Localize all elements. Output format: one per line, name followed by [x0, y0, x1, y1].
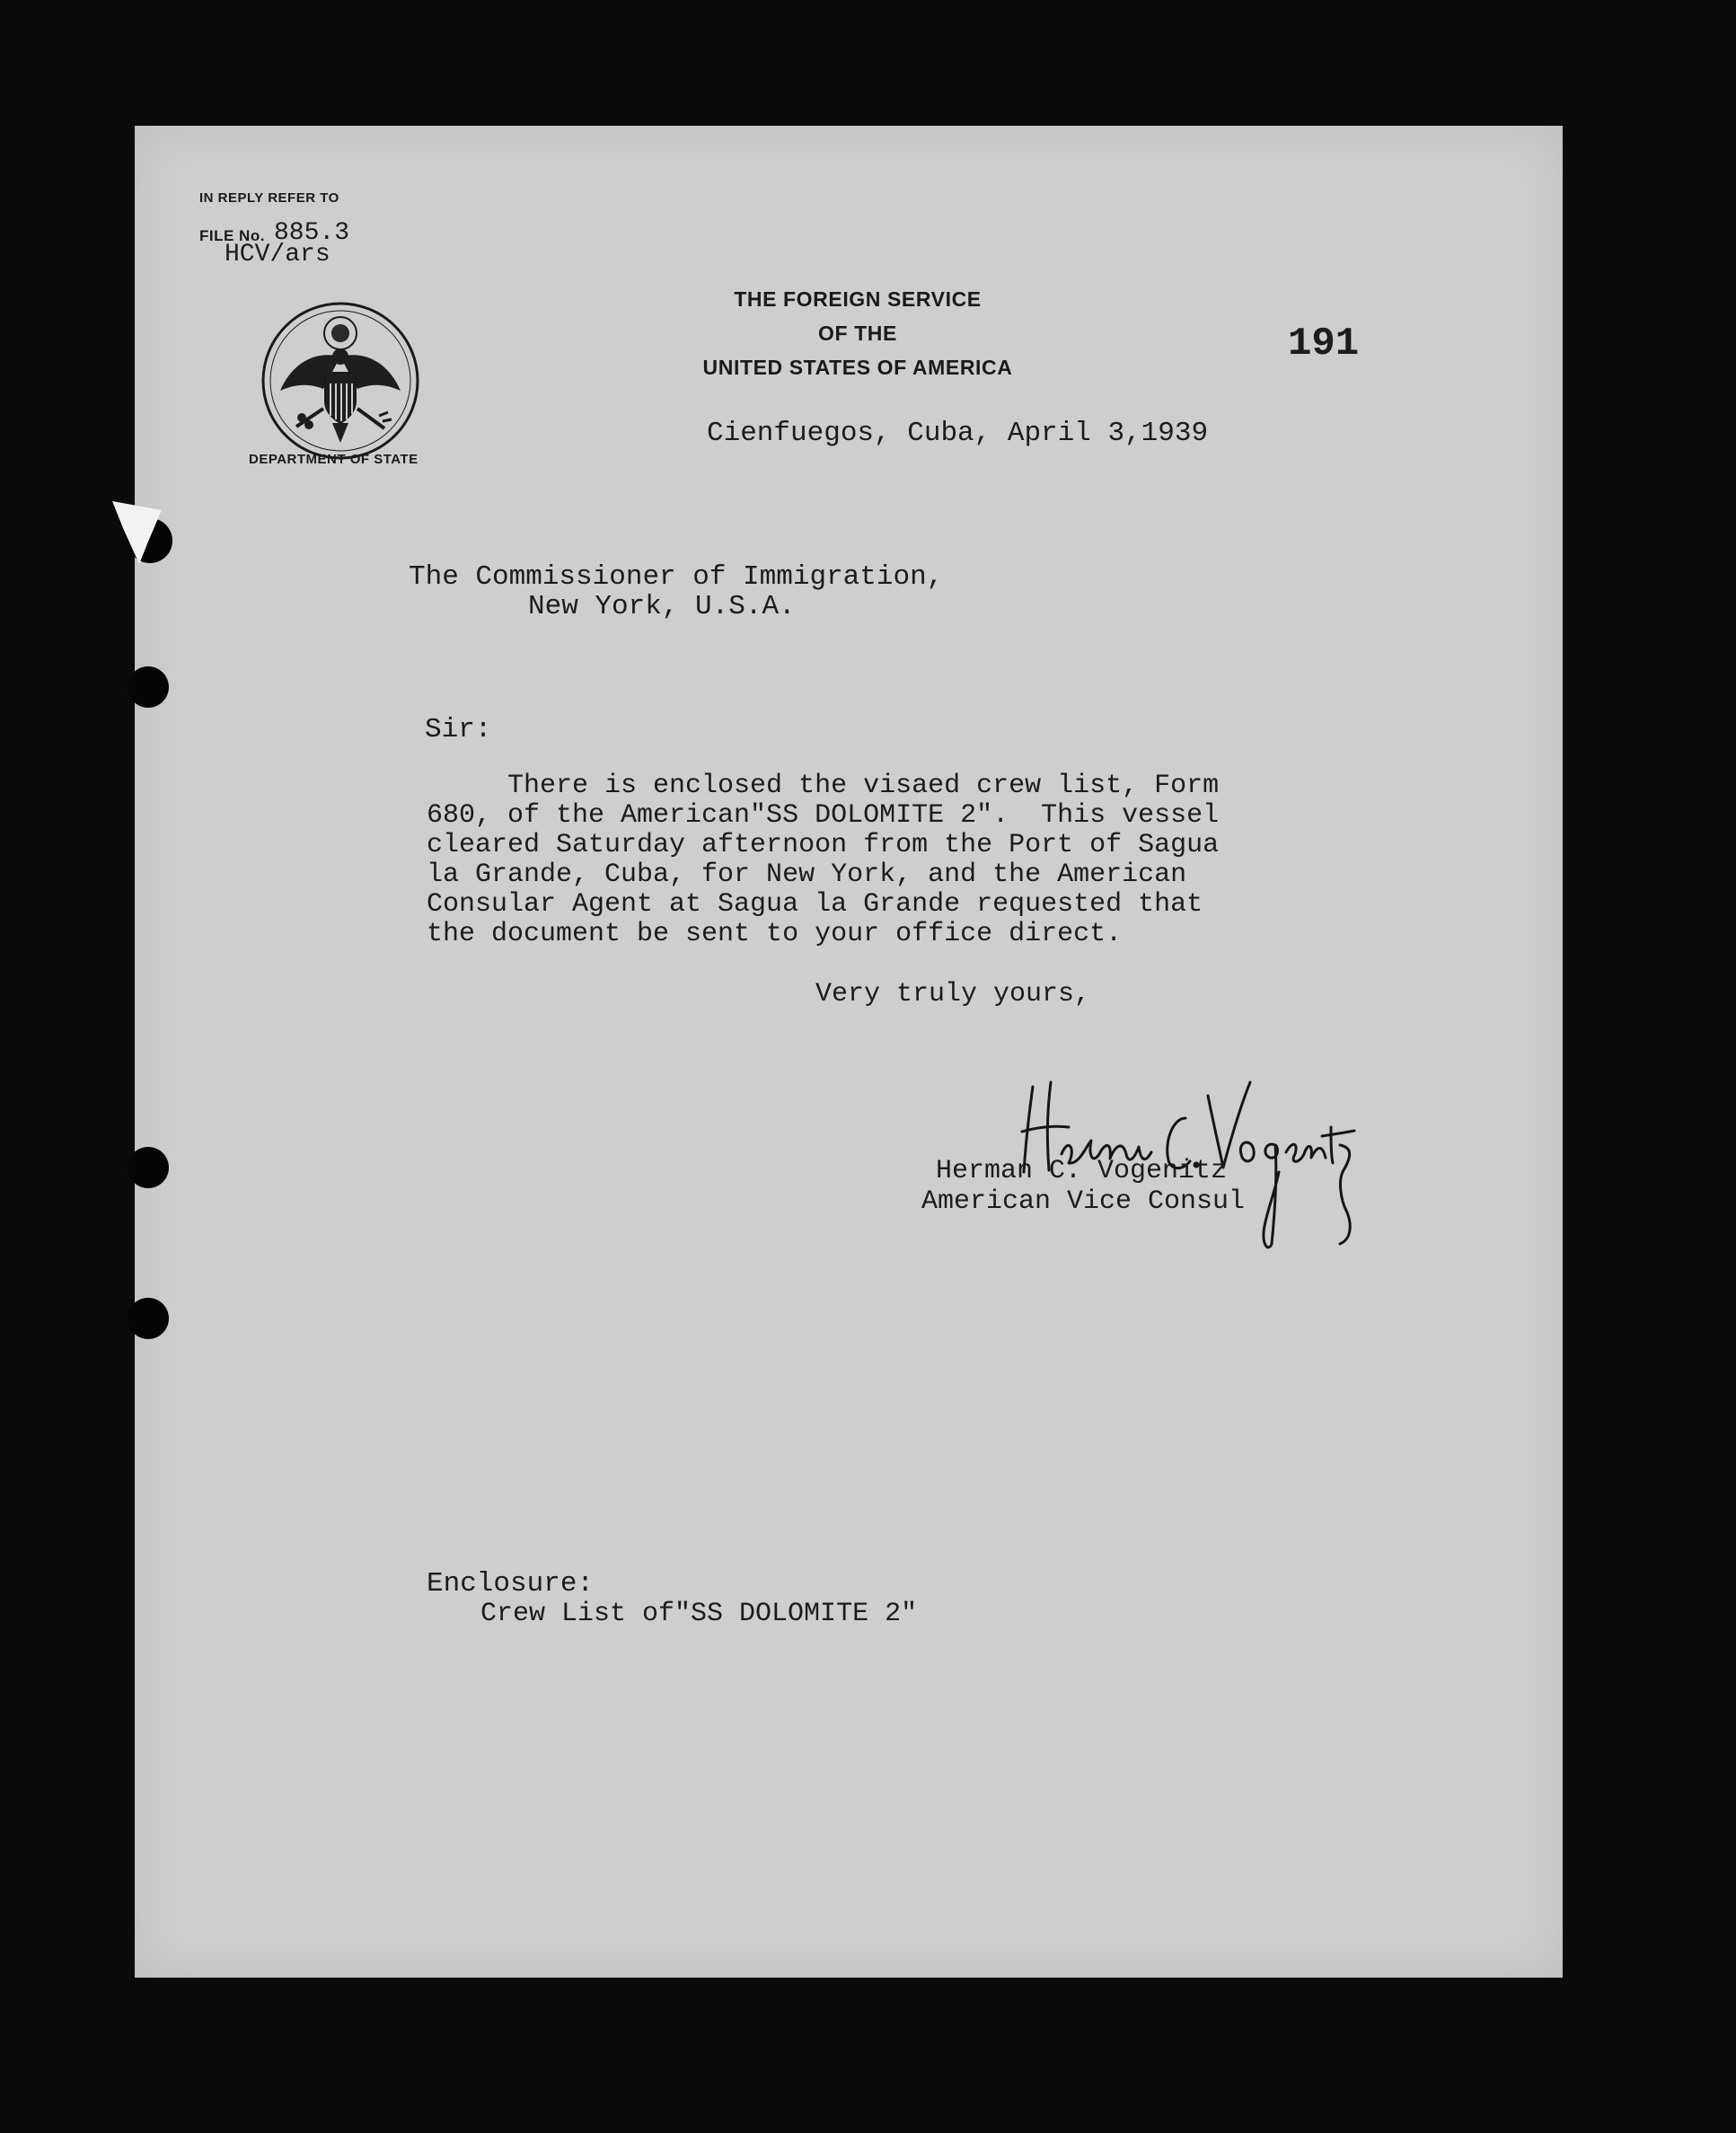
letterhead-line-2: OF THE: [818, 322, 897, 345]
body-line: There is enclosed the visaed crew list, Form: [427, 771, 1220, 801]
body-line: cleared Saturday afternoon from the Port of Sagua: [427, 830, 1220, 860]
enclosure-item: Crew List of"SS DOLOMITE 2": [480, 1599, 918, 1629]
letterhead-line-1: THE FOREIGN SERVICE: [734, 287, 982, 311]
closing: Very truly yours,: [815, 979, 1091, 1009]
body-line: la Grande, Cuba, for New York, and the American: [427, 859, 1187, 890]
page-number: 191: [1288, 322, 1360, 366]
letterhead-line-3: UNITED STATES OF AMERICA: [702, 356, 1013, 379]
letter-page: [135, 126, 1563, 1978]
file-number-label: FILE No.: [199, 227, 265, 244]
signer-title: American Vice Consul: [921, 1186, 1246, 1217]
body-line: Consular Agent at Sagua la Grande requested that: [427, 889, 1203, 920]
addressee-line-2: New York, U.S.A.: [528, 591, 796, 622]
body-line: 680, of the American"SS DOLOMITE 2". This vessel: [427, 800, 1220, 831]
file-initials: HCV/ars: [225, 241, 330, 269]
salutation: Sir:: [425, 714, 492, 745]
punch-hole: [128, 666, 169, 708]
enclosure-label: Enclosure:: [427, 1568, 595, 1600]
place-and-date: Cienfuegos, Cuba, April 3,1939: [707, 418, 1209, 449]
torn-paper-mark: [112, 501, 175, 573]
department-label: DEPARTMENT OF STATE: [249, 452, 419, 467]
body-line: the document be sent to your office direct.: [427, 919, 1123, 949]
reply-refer-label: IN REPLY REFER TO: [199, 190, 339, 206]
punch-hole: [128, 1298, 169, 1339]
great-seal-emblem: [260, 301, 420, 461]
punch-hole: [128, 1147, 169, 1188]
file-number: 885.3: [274, 219, 350, 247]
signer-name: Herman C. Vogenitz: [936, 1156, 1228, 1186]
addressee-line-1: The Commissioner of Immigration,: [409, 561, 944, 593]
